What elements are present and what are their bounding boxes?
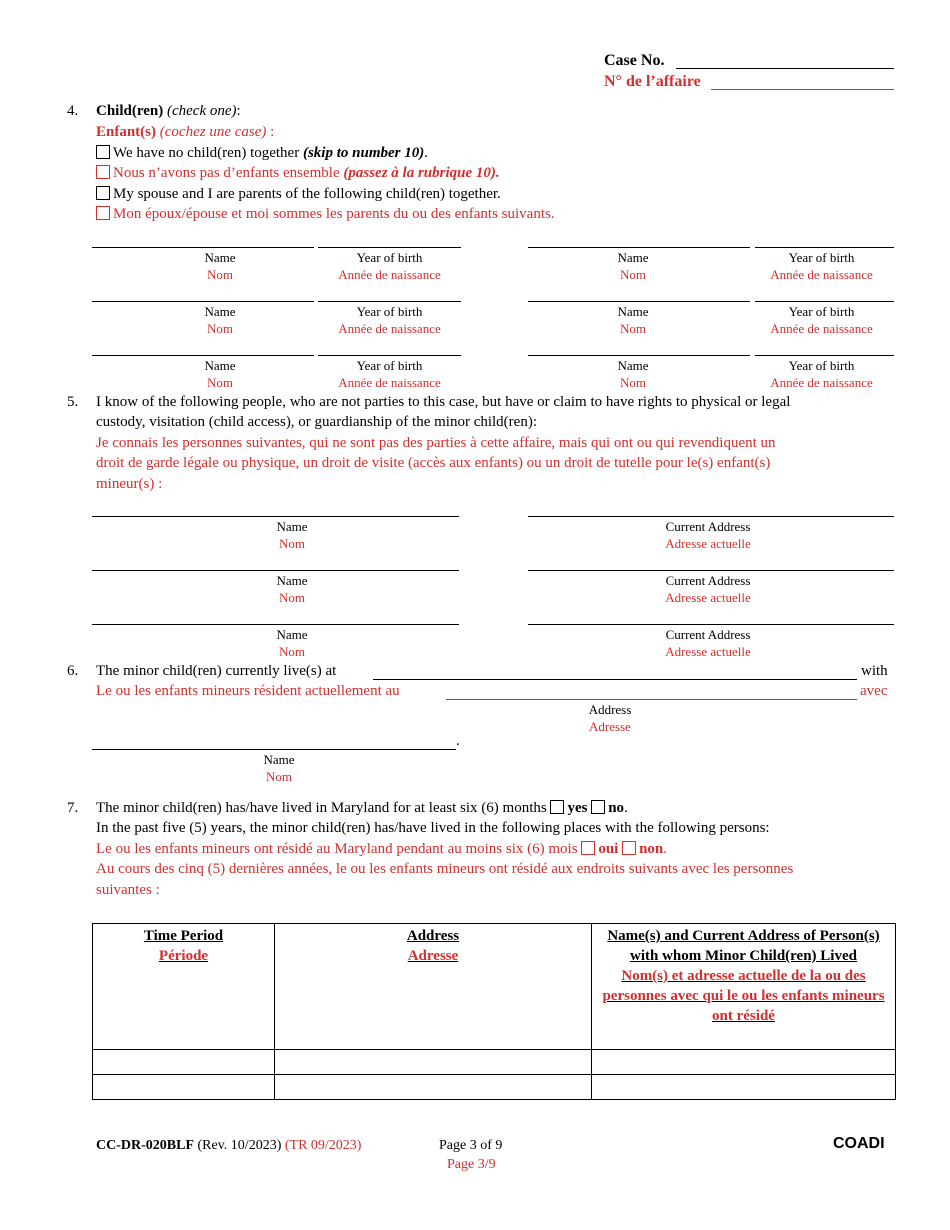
address-cell[interactable] [275,1050,592,1075]
child-yob-caption: Year of birth Année de naissance [338,250,441,282]
s6-with: with [861,663,888,679]
person-name-caption: Name Nom [276,519,308,551]
s6-name-caption: Name Nom [263,752,295,784]
coadi-mark: COADI [833,1135,885,1152]
child-name-field[interactable] [528,301,750,302]
person-address-caption: Current Address Adresse actuelle [665,627,751,659]
child-yob-caption: Year of birth Année de naissance [770,304,873,336]
residence-history-table [92,923,896,1100]
s5-line1: I know of the following people, who are not parties to this case, but have or claim to have rights to physical or legal [96,394,791,410]
child-name-caption: Name Nom [204,250,236,282]
s4-title: Child(ren) [96,103,164,119]
children-checkbox-fr[interactable] [96,206,110,220]
non-label: non [639,841,664,857]
s4-opt1-end: . [424,145,428,161]
no-children-checkbox[interactable] [96,145,110,159]
children-checkbox[interactable] [96,186,110,200]
person-address-field[interactable] [528,516,894,517]
s6-with-fr: avec [860,683,888,699]
s7-fr-end: . [663,841,668,857]
address-cell[interactable] [275,1075,592,1100]
s4-opt1-bold: (skip to number 10) [302,145,425,161]
s4-opt2-text-fr: Mon époux/épouse et moi sommes les parents du ou des enfants suivants. [113,206,555,222]
maryland-non-checkbox[interactable] [622,841,636,855]
maryland-yes-checkbox[interactable] [550,800,564,814]
child-yob-field[interactable] [755,301,894,302]
form-code-line [96,1138,361,1154]
col-address-header: Address Adresse [275,924,592,1050]
current-address-field[interactable] [373,679,857,680]
person-name-field[interactable] [92,624,459,625]
child-name-caption: Name Nom [204,358,236,390]
s5-number: 5. [67,394,79,410]
person-address-caption: Current Address Adresse actuelle [665,519,751,551]
no-children-checkbox-fr[interactable] [96,165,110,179]
case-no-field[interactable] [676,68,894,69]
maryland-oui-checkbox[interactable] [581,841,595,855]
form-translation-rev: (TR 09/2023) [284,1138,362,1153]
time-period-cell[interactable] [93,1050,275,1075]
person-name-field[interactable] [92,516,459,517]
s7-line2: In the past five (5) years, the minor child(ren) has/have lived in the following places with the following persons: [96,820,770,836]
table-row [93,1050,896,1075]
child-name-caption: Name Nom [617,358,649,390]
case-no-label: Case No. [604,52,665,69]
child-name-field[interactable] [92,247,314,248]
s4-title-fr: Enfant(s) [96,124,157,140]
s7-fr1: Le ou les enfants mineurs ont résidé au Maryland pendant au moins six (6) mois [96,841,578,857]
s4-opt1-bold-fr: (passez à la rubrique 10). [343,165,500,181]
child-yob-field[interactable] [755,355,894,356]
person-name-caption: Name Nom [276,627,308,659]
s7-end: . [624,800,628,816]
col-persons-header: Name(s) and Current Address of Person(s) with whom Minor Child(ren) Lived Nom(s) et adresse actuelle de la ou des personnes avec qui le ou les enfants mineurs ont résidé [592,924,896,1050]
s4-title-colon: : [236,103,241,119]
s7-fr2: Au cours des cinq (5) dernières années, le ou les enfants mineurs ont résidé aux endroits suivants avec les personnes [96,861,794,877]
s4-title-hint: (check one) [166,103,237,119]
page-number: Page 3 of 9 [439,1138,503,1153]
case-no-label-fr: N° de l’affaire [604,73,701,90]
s7-fr1-wrap [96,841,667,858]
persons-cell[interactable] [592,1050,896,1075]
s6-number: 6. [67,663,79,679]
s5-fr3: mineur(s) : [96,476,163,492]
child-yob-caption: Year of birth Année de naissance [338,358,441,390]
person-address-field[interactable] [528,624,894,625]
page-number-fr: Page 3/9 [447,1157,496,1172]
person-address-caption: Current Address Adresse actuelle [665,573,751,605]
s6-period: . [456,733,460,749]
person-name-field[interactable] [92,570,459,571]
child-yob-field[interactable] [318,355,461,356]
s5-fr1: Je connais les personnes suivantes, qui ne sont pas des parties à cette affaire, mais qui ont ou qui revendiquent un [96,435,776,451]
s4-title-line [96,103,241,120]
persons-cell[interactable] [592,1075,896,1100]
maryland-no-checkbox[interactable] [591,800,605,814]
s7-line1-wrap [96,800,628,817]
s4-option-children-fr [96,206,555,223]
s7-number: 7. [67,800,79,816]
s4-title-fr-line [96,124,274,141]
case-no-field-fr [711,89,894,90]
oui-label: oui [598,841,619,857]
s6-address-caption: Address Adresse [588,702,632,734]
s4-opt1-text: We have no child(ren) together [113,145,303,161]
person-address-field[interactable] [528,570,894,571]
s5-fr2: droit de garde légale ou physique, un droit de visite (accès aux enfants) ou un droit de tutelle pour le(s) enfant(s) [96,455,771,471]
child-yob-field[interactable] [318,301,461,302]
s4-opt1-text-fr: Nous n’avons pas d’enfants ensemble [113,165,344,181]
living-with-name-field[interactable] [92,749,456,750]
child-name-field[interactable] [528,247,750,248]
s4-title-hint-fr: (cochez une case) [159,124,267,140]
form-code: CC-DR-020BLF [96,1138,194,1153]
s6-text: The minor child(ren) currently live(s) at [96,663,337,679]
s4-title-colon-fr: : [266,124,275,140]
child-name-caption: Name Nom [617,304,649,336]
no-label: no [608,800,625,816]
table-row [93,1075,896,1100]
child-yob-caption: Year of birth Année de naissance [338,304,441,336]
table-header-row [93,924,896,1050]
s4-opt2-text: My spouse and I are parents of the following child(ren) together. [113,186,501,202]
s6-text-fr: Le ou les enfants mineurs résident actuellement au [96,683,400,699]
current-address-field-fr [446,699,857,700]
s7-line1: The minor child(ren) has/have lived in Maryland for at least six (6) months [96,800,547,816]
form-revision: (Rev. 10/2023) [197,1138,282,1153]
child-yob-field[interactable] [755,247,894,248]
s4-option-children [96,186,501,203]
child-name-field[interactable] [528,355,750,356]
s5-line2: custody, visitation (child access), or guardianship of the minor child(ren): [96,414,537,430]
child-yob-caption: Year of birth Année de naissance [770,358,873,390]
child-name-field[interactable] [92,355,314,356]
time-period-cell[interactable] [93,1075,275,1100]
s7-fr3: suivantes : [96,882,160,898]
person-name-caption: Name Nom [276,573,308,605]
child-name-field[interactable] [92,301,314,302]
col-time-period-header: Time Period Période [93,924,275,1050]
child-yob-caption: Year of birth Année de naissance [770,250,873,282]
s4-option-no-children [96,145,428,162]
yes-label: yes [567,800,588,816]
child-name-caption: Name Nom [204,304,236,336]
s4-number: 4. [67,103,79,119]
child-name-caption: Name Nom [617,250,649,282]
s4-option-no-children-fr [96,165,500,182]
child-yob-field[interactable] [318,247,461,248]
